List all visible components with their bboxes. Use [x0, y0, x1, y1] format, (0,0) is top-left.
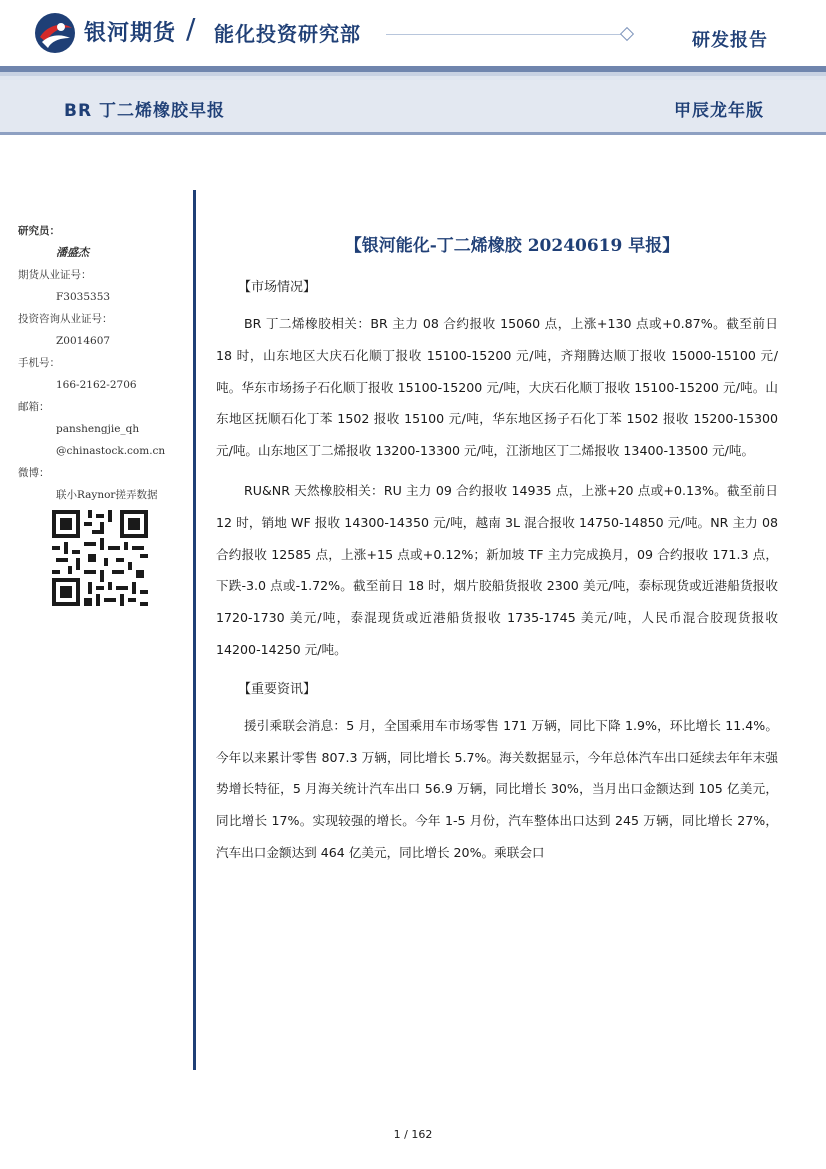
email-address-line2[interactable]: @chinastock.com.cn — [56, 445, 166, 457]
report-subtitle: BR 丁二烯橡胶早报 — [64, 101, 225, 121]
weibo-label: 微博： — [18, 467, 50, 479]
paragraph-natural-rubber: RU&NR 天然橡胶相关：RU 主力 09 合约报收 14935 点，上涨+20 点或+0.13%。截至前日 12 时，销地 WF 报收 14300-14350 元/吨，越南 3L 混合报收 14750-14850 元/吨。NR 主力 08 合约报收 12585 点，上涨+15 点或+0.12%；新加坡 TF 主力完成换月，09 合约报收 171.3 点，下跌-3.0 点或-1.72%。截至前日 18 时，烟片胶船货报收 2300 美元/吨，泰标现货或近港船货报收 1720-1730 美元/吨，泰混现货或近港船货报收 1735-1745 美元/吨，人民币混合胶现货报收 14200-14250 元/吨。 — [216, 482, 778, 657]
decorative-line — [386, 34, 626, 35]
paragraph-news: 援引乘联会消息：5 月，全国乘用车市场零售 171 万辆，同比下降 1.9%，环比增长 11.4%。今年以来累计零售 807.3 万辆，同比增长 5.7%。海关数据显示，今年总体汽车出口延续去年年末强势增长特征，5 月海关统计汽车出口 56.9 万辆，同比增长 30%，当月出口金额达到 105 亿美元，同比增长 17%。实现较强的增长。今年 1-5 月份，汽车整体出口达到 245 万辆，同比增长 27%，汽车出口金额达到 464 亿美元，同比增长 20%。乘联会口 — [216, 717, 778, 860]
report-type-label: 研发报告 — [692, 30, 768, 51]
phone-number: 166-2162-2706 — [56, 379, 137, 391]
brand-name: 银河期货 — [84, 21, 177, 46]
advisory-cert-number: Z0014607 — [56, 335, 111, 347]
document-title: 【银河能化-丁二烯橡胶 20240619 早报】 — [344, 236, 680, 256]
diamond-icon — [620, 27, 634, 41]
email-label: 邮箱： — [18, 401, 50, 413]
header-divider: / — [186, 12, 196, 45]
section-heading-news: 【重要资讯】 — [238, 681, 317, 697]
page-header — [0, 0, 826, 66]
department-name: 能化投资研究部 — [214, 22, 361, 46]
section-heading-market: 【市场情况】 — [238, 280, 317, 295]
sidebar-divider — [193, 190, 196, 1070]
researcher-name: 潘盛杰 — [56, 246, 89, 259]
advisory-cert-label: 投资咨询从业证号： — [18, 313, 113, 325]
weibo-handle: 联小Raynor搓弄数据 — [56, 489, 158, 501]
phone-label: 手机号： — [18, 357, 60, 369]
yinhe-logo-icon — [34, 12, 76, 54]
email-address-line1[interactable]: panshengjie_qh — [56, 423, 140, 435]
page-number: 1 / 162 — [393, 1128, 433, 1141]
qr-code-icon — [52, 510, 148, 606]
researcher-label: 研究员： — [18, 225, 60, 237]
futures-cert-number: F3035353 — [56, 291, 111, 303]
researcher-sidebar — [18, 220, 183, 506]
paragraph-br-rubber: BR 丁二烯橡胶相关：BR 主力 08 合约报收 15060 点，上涨+130 点或+0.87%。截至前日 18 时，山东地区大庆石化顺丁报收 15100-15200 元/吨，齐翔腾达顺丁报收 15000-15100 元/吨。华东市场扬子石化顺丁报收 15100-15200 元/吨，大庆石化顺丁报收 15100-15200 元/吨。山东地区抚顺石化丁苯 1502 报收 15100 元/吨，华东地区扬子石化丁苯 1502 报收 15200-15300 元/吨。山东地区丁二烯报收 13200-13300 元/吨，江浙地区丁二烯报收 13400-13500 元/吨。 — [216, 316, 778, 459]
futures-cert-label: 期货从业证号： — [18, 269, 92, 281]
report-body — [216, 228, 778, 869]
edition-label: 甲辰龙年版 — [674, 101, 764, 121]
